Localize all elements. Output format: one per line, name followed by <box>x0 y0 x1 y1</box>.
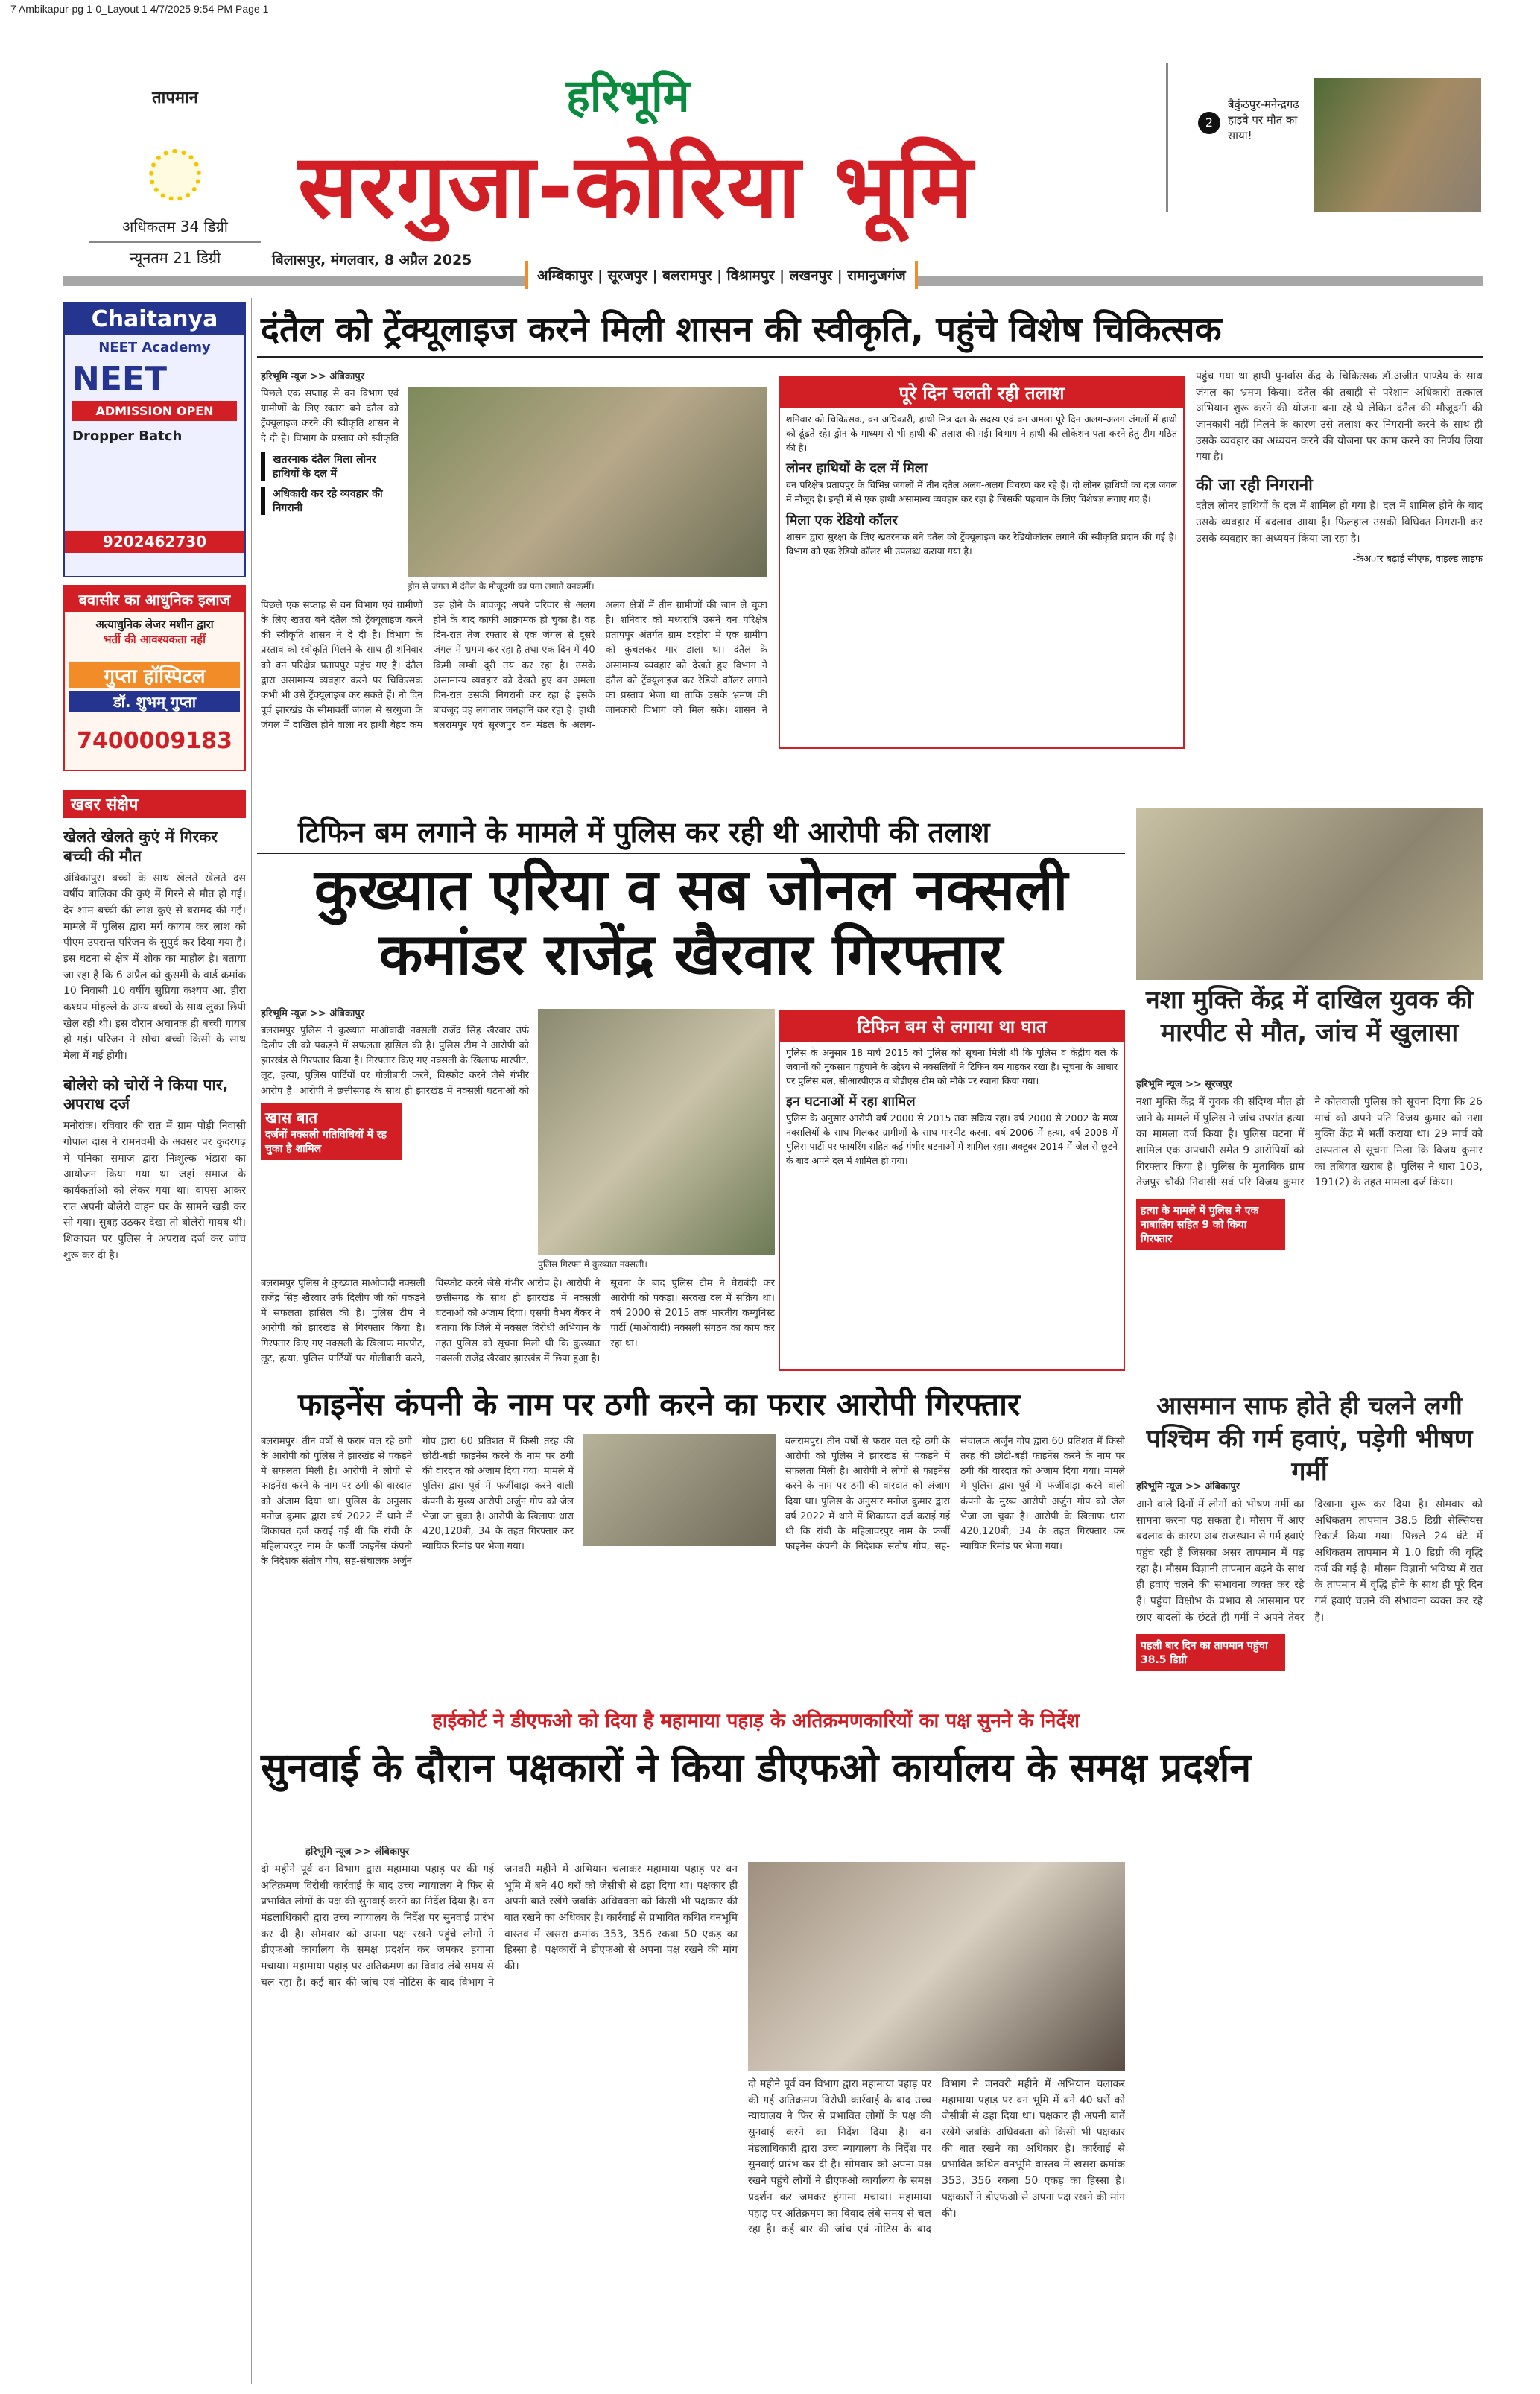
weather-box <box>89 86 261 267</box>
highlight: खतरनाक दंतैल मिला लोनर हाथियों के दल में <box>261 452 399 481</box>
khas-baat-title: खास बात <box>265 1109 318 1127</box>
box-text: पुलिस के अनुसार आरोपी वर्ष 2000 से 2015 तक सक्रिय रहा। वर्ष 2000 से 2002 के मध्य नक्सलियों के साथ मिलकर ग्रामीणों के साथ मारपीट करना, वर्ष 2006 में हत्या, वर्ष 2008 में पुलिस पार्टी पर फायरिंग सहित कई गंभीर घटनाओं में शामिल रहा। अक्टूबर 2014 में जेल से छूटने के बाद अपने दल में शामिल हो गया। <box>786 1112 1118 1166</box>
box-text: पुलिस के अनुसार 18 मार्च 2015 को पुलिस को सूचना मिली थी कि पुलिस व केंद्रीय बल के जवानों को नुकसान पहुंचाने के उद्देश्य से नक्सलियों ने टिफिन बम गाड़कर रखा है। सूचना के आधार पर पुलिस बल, सीआरपीएफ व बीडीएस टीम को मौके पर रवाना किया गया। <box>786 1047 1118 1086</box>
byline: हरिभूमि न्यूज >> अंबिकापुर <box>261 1008 365 1019</box>
khas-baat-text: दर्जनों नक्सली गतिविधियों में रह चुका है शामिल <box>265 1129 387 1155</box>
city-list: अम्बिकापुर | सूरजपुर | बलरामपुर | विश्रामपुर | लखनपुर | रामानुजगंज <box>525 261 918 289</box>
top-story-photo <box>408 387 767 577</box>
story-body: नशा मुक्ति केंद्र में युवक की संदिग्ध मौत हो जाने के मामले में पुलिस ने जांच उपरांत हत्या का मामला दर्ज किया है। पुलिस घटना में शामिल एक अपचारी समेत 9 आरोपियों को गिरफ्तार किया है। पुलिस के मुताबिक ग्राम तेजपुर चौकी निवासी सर्व परि विजय कुमार ने कोतवाली पुलिस को सूचना दिया कि 26 मार्च को अपने पति विजय कुमार को नशा मुक्ति केंद्र में भर्ती कराया था। 29 मार्च को अस्पताल से सूचना मिला कि विजय कुमार का तबियत खराब है। पुलिस ने धारा 103, 191(2) के तहत मामला दर्ज किया। <box>1136 1096 1483 1189</box>
briefs-header: खबर संक्षेप <box>63 790 246 818</box>
box-subhead: लोनर हाथियों के दल में मिला <box>786 460 928 477</box>
teaser-photo <box>1314 78 1481 212</box>
naxal-headline[interactable]: कुख्यात एरिया व सब जोनल नक्सली कमांडर राजेंद्र खैरवार गिरफ्तार <box>314 856 1068 988</box>
ad-phone: 9202462730 <box>65 531 244 553</box>
finance-story <box>261 1434 1125 1680</box>
teaser-text: बैकुंठपुर-मनेन्द्रगढ़ हाइवे पर मौत का साया! <box>1228 98 1299 142</box>
story-body: दो महीने पूर्व वन विभाग द्वारा महामाया पहाड़ पर की गई अतिक्रमण विरोधी कार्रवाई के बाद उच्च न्यायालय ने फिर से प्रभावित लोगों के पक्ष की सुनवाई करने का निर्देश दिया है। वन मंडलाधिकारी द्वारा उच्च न्यायालय के निर्देश पर सुनवाई प्रारंभ कर दी है। सोमवार को अपना पक्ष रखने पहुंचे लोगों ने डीएफओ कार्यालय के समक्ष प्रदर्शन कर जमकर हंगामा मचाया। महामाया पहाड़ पर अतिक्रमण का विवाद लंबे समय से चल रहा है। कई बार की जांच एवं नोटिस के बाद विभाग ने जनवरी महीने में अभियान चलाकर महामाया पहाड़ पर वन भूमि में बने 40 घरों को जेसीबी से ढहा दिया था। पक्षकार ही अपनी बातें रखेंगे जबकि अधिवक्ता को किसी भी पक्षकार की बात रखने का अधिकार है। कार्रवाई से प्रभावित कथित वनभूमि वास्तव में खसरा क्रमांक 353, 356 रकबा 50 एकड़ का हिस्सा है। पक्षकारों ने डीएफओ से अपना पक्ष रखने की मांग की। <box>748 2078 1125 2236</box>
story-body: बलरामपुर पुलिस ने कुख्यात माओवादी नक्सली राजेंद्र सिंह खैरवार उर्फ दिलीप जी को पकड़ने में सफलता हासिल की है। पुलिस टीम ने आरोपी को झारखंड से गिरफ्तार किया है। गिरफ्तार किए गए नक्सली के खिलाफ मारपीट, लूट, हत्या, पुलिस पार्टियों पर गोलीबारी करने, विस्फोट करने जैसे गंभीर आरोप है। आरोपी ने छत्तीसगढ़ के साथ ही झारखंड में नक्सली घटनाओं को अंजाम दिया। एसपी वैभव बैंकर ने बताया कि जिले में नक्सल विरोधी अभियान के तहत पुलिस को सूचना मिली थी कि कुख्यात नक्सली राजेंद्र खैरवार झारखंड में छिपा हुआ है। सूचना के बाद पुलिस टीम ने घेराबंदी कर आरोपी को पकड़ा। सरवख दल में सक्रिय था। वर्ष 2000 से 2015 तक भारतीय कम्युनिस्ट पार्टी (माओवादी) नक्सली संगठन का काम कर रहा था। <box>261 1278 775 1364</box>
naxal-photo <box>538 1009 775 1255</box>
box-subhead: मिला एक रेडियो कॉलर <box>786 512 898 528</box>
story-body: आने वाले दिनों में लोगों को भीषण गर्मी का सामना करना पड़ सकता है। मौसम में आए बदलाव के कारण अब राजस्थान से गर्म हवाएं पहुंच रही हैं जिसका असर तापमान में पड़ रहा है। मौसम विज्ञानी तापमान बढ़ने के साथ ही हवाएं चलने की संभावना व्यक्त कर रहे हैं। पहुंचा विक्षोभ के प्रभाव से आसमान पर छाए बादलों के छंटते ही गर्मी ने अपने तेवर दिखाना शुरू कर दिया है। सोमवार को अधिकतम तापमान 38.5 डिग्री सेल्सियस रिकार्ड किया गया। पिछले 24 घंटे में अधिकतम तापमान में 1.0 डिग्री की वृद्धि दर्ज की गई है। मौसम विज्ञानी भविष्य में रात के तापमान में वृद्धि होने के साथ ही पूरे दिन गर्म हवाएं चलने की संभावना व्यक्त कर रहे हैं। <box>1136 1498 1483 1624</box>
divider <box>257 853 1125 854</box>
nasha-story <box>1136 1077 1483 1250</box>
note-box: हत्या के मामले में पुलिस ने एक नाबालिग सहित 9 को किया गिरफ्तार <box>1136 1199 1285 1250</box>
weather-story <box>1136 1479 1483 1671</box>
story-body: बलरामपुर। तीन वर्षों से फरार चल रहे ठगी के आरोपी को पुलिस ने झारखंड से पकड़ने में सफलता मिली है। आरोपी ने लोगों से फाइनेंस करने के नाम पर ठगी की वारदात को अंजाम दिया था। पुलिस के अनुसार मनोज कुमार द्वारा वर्ष 2022 में थाने में शिकायत दर्ज कराई गई थी कि रांची के महिलावरपुर नाम के फर्जी फाइनेंस कंपनी के निदेशक संतोष गोप, सह-संचालक अर्जुन गोप द्वारा 60 प्रतिशत में किसी तरह की छोटी-बड़ी फाइनेंस करने के नाम पर ठगी की वारदात को अंजाम दिया गया। मामले में पुलिस द्वारा पूर्व में फर्जीवाड़ा करने वाली कंपनी के मुख्य आरोपी अर्जुन गोप को जेल भेजा जा चुका है। आरोपी के खिलाफ धारा 420,120बी, 34 के तहत गिरफ्तार कर न्यायिक रिमांड पर भेजा गया। <box>261 1436 574 1568</box>
story-body: पिछले एक सप्ताह से वन विभाग एवं ग्रामीणों के लिए खतरा बने दंतैल को ट्रेंक्यूलाइज करने की स्वीकृति शासन ने दे दी है। विभाग के प्रस्ताव को स्वीकृति मिलने के साथ ही शनिवार को वन परिक्षेत्र प्रतापपुर पहुंच गए हैं। दंतैल द्वारा असामान्य व्यवहार करने पर चिकित्सक कभी भी उसे ट्रेंक्यूलाइज कर सकते हैं। नौ दिन पूर्व झारखंड के सीमावर्ती जंगल से सरगुजा के जंगल में दाखिल होने वाला नर हाथी बेहद कम उम्र होने के बावजूद अपने परिवार से अलग होने के बाद काफी आक्रामक हो चुका है। वह दिन-रात तेज रफ्तार से एक जंगल से दूसरे जंगल में भ्रमण कर रहा है तथा एक दिन में 40 किमी लम्बी दूरी तय कर रहा है। उसके असामान्य व्यवहार को देखते हुए वन अमला दिन-रात उसकी निगरानी कर रहा है इसके बावजूद वह लगातार जनहानि कर रहा है। हाथी बलरामपुर एवं सूरजपुर वन मंडल के अलग-अलग क्षेत्रों में तीन ग्रामीणों की जान ले चुका है। शनिवार को मध्यरात्रि उसने वन परिक्षेत्र प्रतापपुर अंतर्गत ग्राम दरहोरा में एक ग्रामीण को कुचलकर मार डाला था। दंतैल के असामान्य व्यवहार को देखते हुए विभाग ने दंतैल को ट्रेंक्यूलाइज कर रेडियो कॉलर लगाने का प्रस्ताव भेजा था ताकि उसके भ्रमण की जानकारी विभाग को मिल सके। शासन ने <box>261 600 767 732</box>
ad-subtitle: NEET Academy <box>98 340 211 355</box>
masthead-title: सरगुजा-कोरिया भूमि <box>298 135 975 238</box>
story-body: पहुंच गया था हाथी पुनर्वास केंद्र के चिकित्सक डॉ.अजीत पाण्डेय के साथ जंगल का भ्रमण किया। दंतैल की तबाही से परेशान अधिकारी तत्काल अभियान शुरू करने की योजना बना रहे थे लेकिन दंतैल की मौजूदगी की जानकारी नहीं मिलने के कारण उसे तलाश कर निगरानी करने के साथ ही उसके व्यवहार का अध्ययन करने की योजना पर काम करने का निर्णय लिया गया है। <box>1196 370 1483 463</box>
finance-headline[interactable]: फाइनेंस कंपनी के नाम पर ठगी करने का फरार आरोपी गिरफ्तार <box>298 1386 1021 1422</box>
subhead: की जा रही निगरानी <box>1196 476 1313 495</box>
brief-title[interactable]: बोलेरो को चोरों ने किया पार, अपराध दर्ज <box>63 1075 229 1113</box>
byline: हरिभूमि न्यूज >> सूरजपुर <box>1136 1079 1232 1090</box>
story-lead: बलरामपुर पुलिस ने कुख्यात माओवादी नक्सली राजेंद्र सिंह खैरवार उर्फ दिलीप जी को पकड़ने में सफलता हासिल की है। पुलिस टीम ने आरोपी को झारखंड से गिरफ्तार किया है। गिरफ्तार किए गए नक्सली के खिलाफ मारपीट, लूट, हत्या, पुलिस पार्टियों पर गोलीबारी करने, विस्फोट करने जैसे गंभीर आरोप है। आरोपी ने छत्तीसगढ़ के साथ ही झारखंड में नक्सली घटनाओं को <box>261 1025 529 1097</box>
sun-icon <box>149 149 201 201</box>
box-title: टिफिन बम से लगाया था घात <box>780 1011 1124 1042</box>
info-box-tiffin <box>779 1010 1125 1371</box>
top-story-right <box>1196 369 1483 565</box>
signature: -केअार बढ़ाई सीएफ, वाइल्ड लाइफ <box>1352 554 1483 566</box>
brand-logo: हरिभूमि <box>566 70 690 122</box>
story-body: दंतैल लोनर हाथियों के दल में शामिल हो गया है। दल में शामिल होने के बाद उसके व्यवहार में बदलाव आया है। फिलहाल उसकी विधिवत निगरानी कर उसके व्यवहार का अध्ययन किया जा रहा है। <box>1196 500 1483 545</box>
top-story <box>261 369 767 747</box>
weather-headline[interactable]: आसमान साफ होते ही चलने लगी पश्चिम की गर्म हवाएं, पड़ेगी भीषण गर्मी <box>1146 1391 1473 1487</box>
ad-admission-badge: ADMISSION OPEN <box>72 401 237 421</box>
khas-baat-box <box>261 1103 402 1160</box>
brief-text: अंबिकापुर। बच्चों के साथ खेलते खेलते दस वर्षीय बालिका की कुएं में गिरने से मौत हो गई। देर शाम बच्ची की लाश कुएं से बरामद की गई। मामले में पुलिस द्वारा मर्ग कायम कर लाश को पीएम उपरान्त परिजन के सुपुर्द कर दिया गया है। इस घटना से क्षेत्र में शोक का माहौल है। बताया जा रहा है कि 6 अप्रैल को कुसमी के वार्ड क्रमांक 10 निवासी 10 वर्षीय सुप्रिया कश्यप आ. हीरा कश्यप मोहल्ले के अन्य बच्चों के साथ लुका छिपी खेल रही थी। इस दौरान अचानक ही बच्ची गायब हो गई। परिजन ने सोचा बच्ची किसी के साथ मेला में गई होगी। <box>63 872 246 1063</box>
naxal-kicker: टिफिन बम लगाने के मामले में पुलिस कर रही थी आरोपी की तलाश <box>298 816 990 849</box>
info-box-search <box>779 376 1185 749</box>
box-title: पूरे दिन चलती रही तलाश <box>780 378 1183 408</box>
brief-text: मनोरांक। रविवार की रात में ग्राम पोड़ी निवासी गोपाल दास ने रामनवमी के अवसर पर कुदरगढ़ में पनिका समाज द्वारा निःशुल्क भंडारा का आयोजन किया गया था जहां समाज के कार्यकर्ताओं को लेकर गया था। वापस आकर रात अपनी बोलेरो वाहन घर के सामने खड़ी कर सो गया। सुबह उठकर देखा तो बोलेरो गायब थी। शिकायत पर पुलिस ने अपराध दर्ज कर जांच शुरू कर दी है। <box>63 1120 246 1261</box>
ad-neet: NEET <box>72 360 167 398</box>
naxal-story <box>261 1006 775 1388</box>
ad-line: अत्याधुनिक लेजर मशीन द्वारा <box>95 618 214 631</box>
page-number-badge: 2 <box>1198 112 1220 134</box>
highcourt-story <box>261 1844 1125 2369</box>
box-text: शासन द्वारा सुरक्षा के लिए खतरनाक बने दंतैल को ट्रेंक्यूलाइज कर रेडियोकॉलर लगाने की स्वीकृति प्रदान की गई है। विभाग को एक रेडियो कॉलर भी उपलब्ध कराया गया है। <box>786 531 1177 557</box>
chaitanya-ad <box>63 302 246 577</box>
byline: हरिभूमि न्यूज >> अंबिकापुर <box>305 1846 410 1858</box>
weather-label: तापमान <box>152 89 198 107</box>
highcourt-headline[interactable]: सुनवाई के दौरान पक्षकारों ने किया डीएफओ कार्यालय के समक्ष प्रदर्शन <box>261 1746 1252 1790</box>
ad-batch: Dropper Batch <box>72 428 183 444</box>
highcourt-photo <box>748 1862 1125 2071</box>
byline: हरिभूमि न्यूज >> अंबिकापुर <box>261 371 365 382</box>
briefs-column <box>63 827 246 1264</box>
note-box: पहली बार दिन का तापमान पहुंचा 38.5 डिग्री <box>1136 1634 1285 1671</box>
top-story-headline[interactable]: दंतैल को ट्रेंक्यूलाइज करने मिली शासन की स्वीकृति, पहुंचे विशेष चिकित्सक <box>261 309 1222 350</box>
ad-doctor: डॉ. शुभम् गुप्ता <box>69 691 240 712</box>
dateline: बिलासपुर, मंगलवार, 8 अप्रैल 2025 <box>272 252 472 268</box>
highcourt-kicker: हाईकोर्ट ने डीएफओ को दिया है महामाया पहाड़ के अतिक्रमणकारियों का पक्ष सुनने के निर्देश <box>432 1710 1080 1732</box>
photo-caption: ड्रोन से जंगल में दंतैल के मौजूदगी का पता लगाते वनकर्मी। <box>408 581 595 592</box>
hospital-ad <box>63 585 246 771</box>
ad-line: भर्ती की आवश्यकता नहीं <box>104 633 206 646</box>
ad-hospital-name: गुप्ता हॉस्पिटल <box>69 662 240 688</box>
story-lead: पिछले एक सप्ताह से वन विभाग एवं ग्रामीणों के लिए खतरा बने दंतैल को ट्रेंक्यूलाइज करने की स्वीकृति शासन ने दे दी है। विभाग के प्रस्ताव को स्वीकृति <box>261 388 399 445</box>
weather-min: न्यूनतम 21 डिग्री <box>129 249 221 267</box>
ad-title: Chaitanya <box>65 303 244 335</box>
nasha-headline[interactable]: नशा मुक्ति केंद्र में दाखिल युवक की मारपीट से मौत, जांच में खुलासा <box>1145 985 1474 1048</box>
story-body: दो महीने पूर्व वन विभाग द्वारा महामाया पहाड़ पर की गई अतिक्रमण विरोधी कार्रवाई के बाद उच्च न्यायालय ने फिर से प्रभावित लोगों के पक्ष की सुनवाई करने का निर्देश दिया है। वन मंडलाधिकारी द्वारा उच्च न्यायालय के निर्देश पर सुनवाई प्रारंभ कर दी है। सोमवार को अपना पक्ष रखने पहुंचे लोगों ने डीएफओ कार्यालय के समक्ष प्रदर्शन कर जमकर हंगामा मचाया। महामाया पहाड़ पर अतिक्रमण का विवाद लंबे समय से चल रहा है। कई बार की जांच एवं नोटिस के बाद विभाग ने जनवरी महीने में अभियान चलाकर महामाया पहाड़ पर वन भूमि में बने 40 घरों को जेसीबी से ढहा दिया था। पक्षकार ही अपनी बातें रखेंगे जबकि अधिवक्ता को किसी भी पक्षकार की बात रखने का अधिकार है। कार्रवाई से प्रभावित कथित वनभूमि वास्तव में खसरा क्रमांक 353, 356 रकबा 50 एकड़ का हिस्सा है। पक्षकारों ने डीएफओ से अपना पक्ष रखने की मांग की। <box>261 1863 738 1989</box>
column-divider <box>251 298 252 2384</box>
nasha-photo <box>1136 808 1483 980</box>
byline: हरिभूमि न्यूज >> अंबिकापुर <box>1136 1481 1240 1492</box>
print-slug: 7 Ambikapur-pg 1-0_Layout 1 4/7/2025 9:54 PM Page 1 <box>10 3 269 15</box>
box-text: शनिवार को चिकित्सक, वन अधिकारी, हाथी मित्र दल के सदस्य एवं वन अमला पूरे दिन अलग-अलग जंगलों में हाथी को ढूंढते रहे। ड्रोन के माध्यम से भी हाथी की तलाश की गई। विभाग ने हाथी की लोकेशन पता करने हेतु टीम गठित की है। <box>786 414 1177 453</box>
photo-caption: पुलिस गिरफ्त में कुख्यात नक्सली। <box>538 1259 647 1270</box>
ad-phone: 7400009183 <box>77 728 232 754</box>
ad-line: बवासीर का आधुनिक इलाज <box>65 586 244 612</box>
finance-photo <box>583 1434 776 1546</box>
story-body: बलरामपुर। तीन वर्षों से फरार चल रहे ठगी के आरोपी को पुलिस ने झारखंड से पकड़ने में सफलता मिली है। आरोपी ने लोगों से फाइनेंस करने के नाम पर ठगी की वारदात को अंजाम दिया था। पुलिस के अनुसार मनोज कुमार द्वारा वर्ष 2022 में थाने में शिकायत दर्ज कराई गई थी कि रांची के महिलावरपुर नाम के फर्जी फाइनेंस कंपनी के निदेशक संतोष गोप, सह-संचालक अर्जुन गोप द्वारा 60 प्रतिशत में किसी तरह की छोटी-बड़ी फाइनेंस करने के नाम पर ठगी की वारदात को अंजाम दिया गया। मामले में पुलिस द्वारा पूर्व में फर्जीवाड़ा करने वाली कंपनी के मुख्य आरोपी अर्जुन गोप को जेल भेजा जा चुका है। आरोपी के खिलाफ धारा 420,120बी, 34 के तहत गिरफ्तार कर न्यायिक रिमांड पर भेजा गया। <box>785 1436 1125 1552</box>
divider <box>257 356 1483 358</box>
highlight: अधिकारी कर रहे व्यवहार की निगरानी <box>261 487 399 515</box>
weather-max: अधिकतम 34 डिग्री <box>89 216 261 243</box>
box-subhead: इन घटनाओं में रहा शामिल <box>786 1094 916 1110</box>
brief-title[interactable]: खेलते खेलते कुएं में गिरकर बच्ची की मौत <box>63 828 218 866</box>
box-text: वन परिक्षेत्र प्रतापपुर के विभिन्न जंगलों में तीन दंतैल अलग-अलग विचरण कर रहे हैं। दो लोनर हाथियों का दल जंगल में मौजूद है। इन्हीं में से एक हाथी असामान्य व्यवहार कर रहा है जिसकी पहचान के लिए विशेषज्ञ लगाए गए हैं। <box>786 479 1177 504</box>
page-teaser[interactable] <box>1166 63 1483 212</box>
